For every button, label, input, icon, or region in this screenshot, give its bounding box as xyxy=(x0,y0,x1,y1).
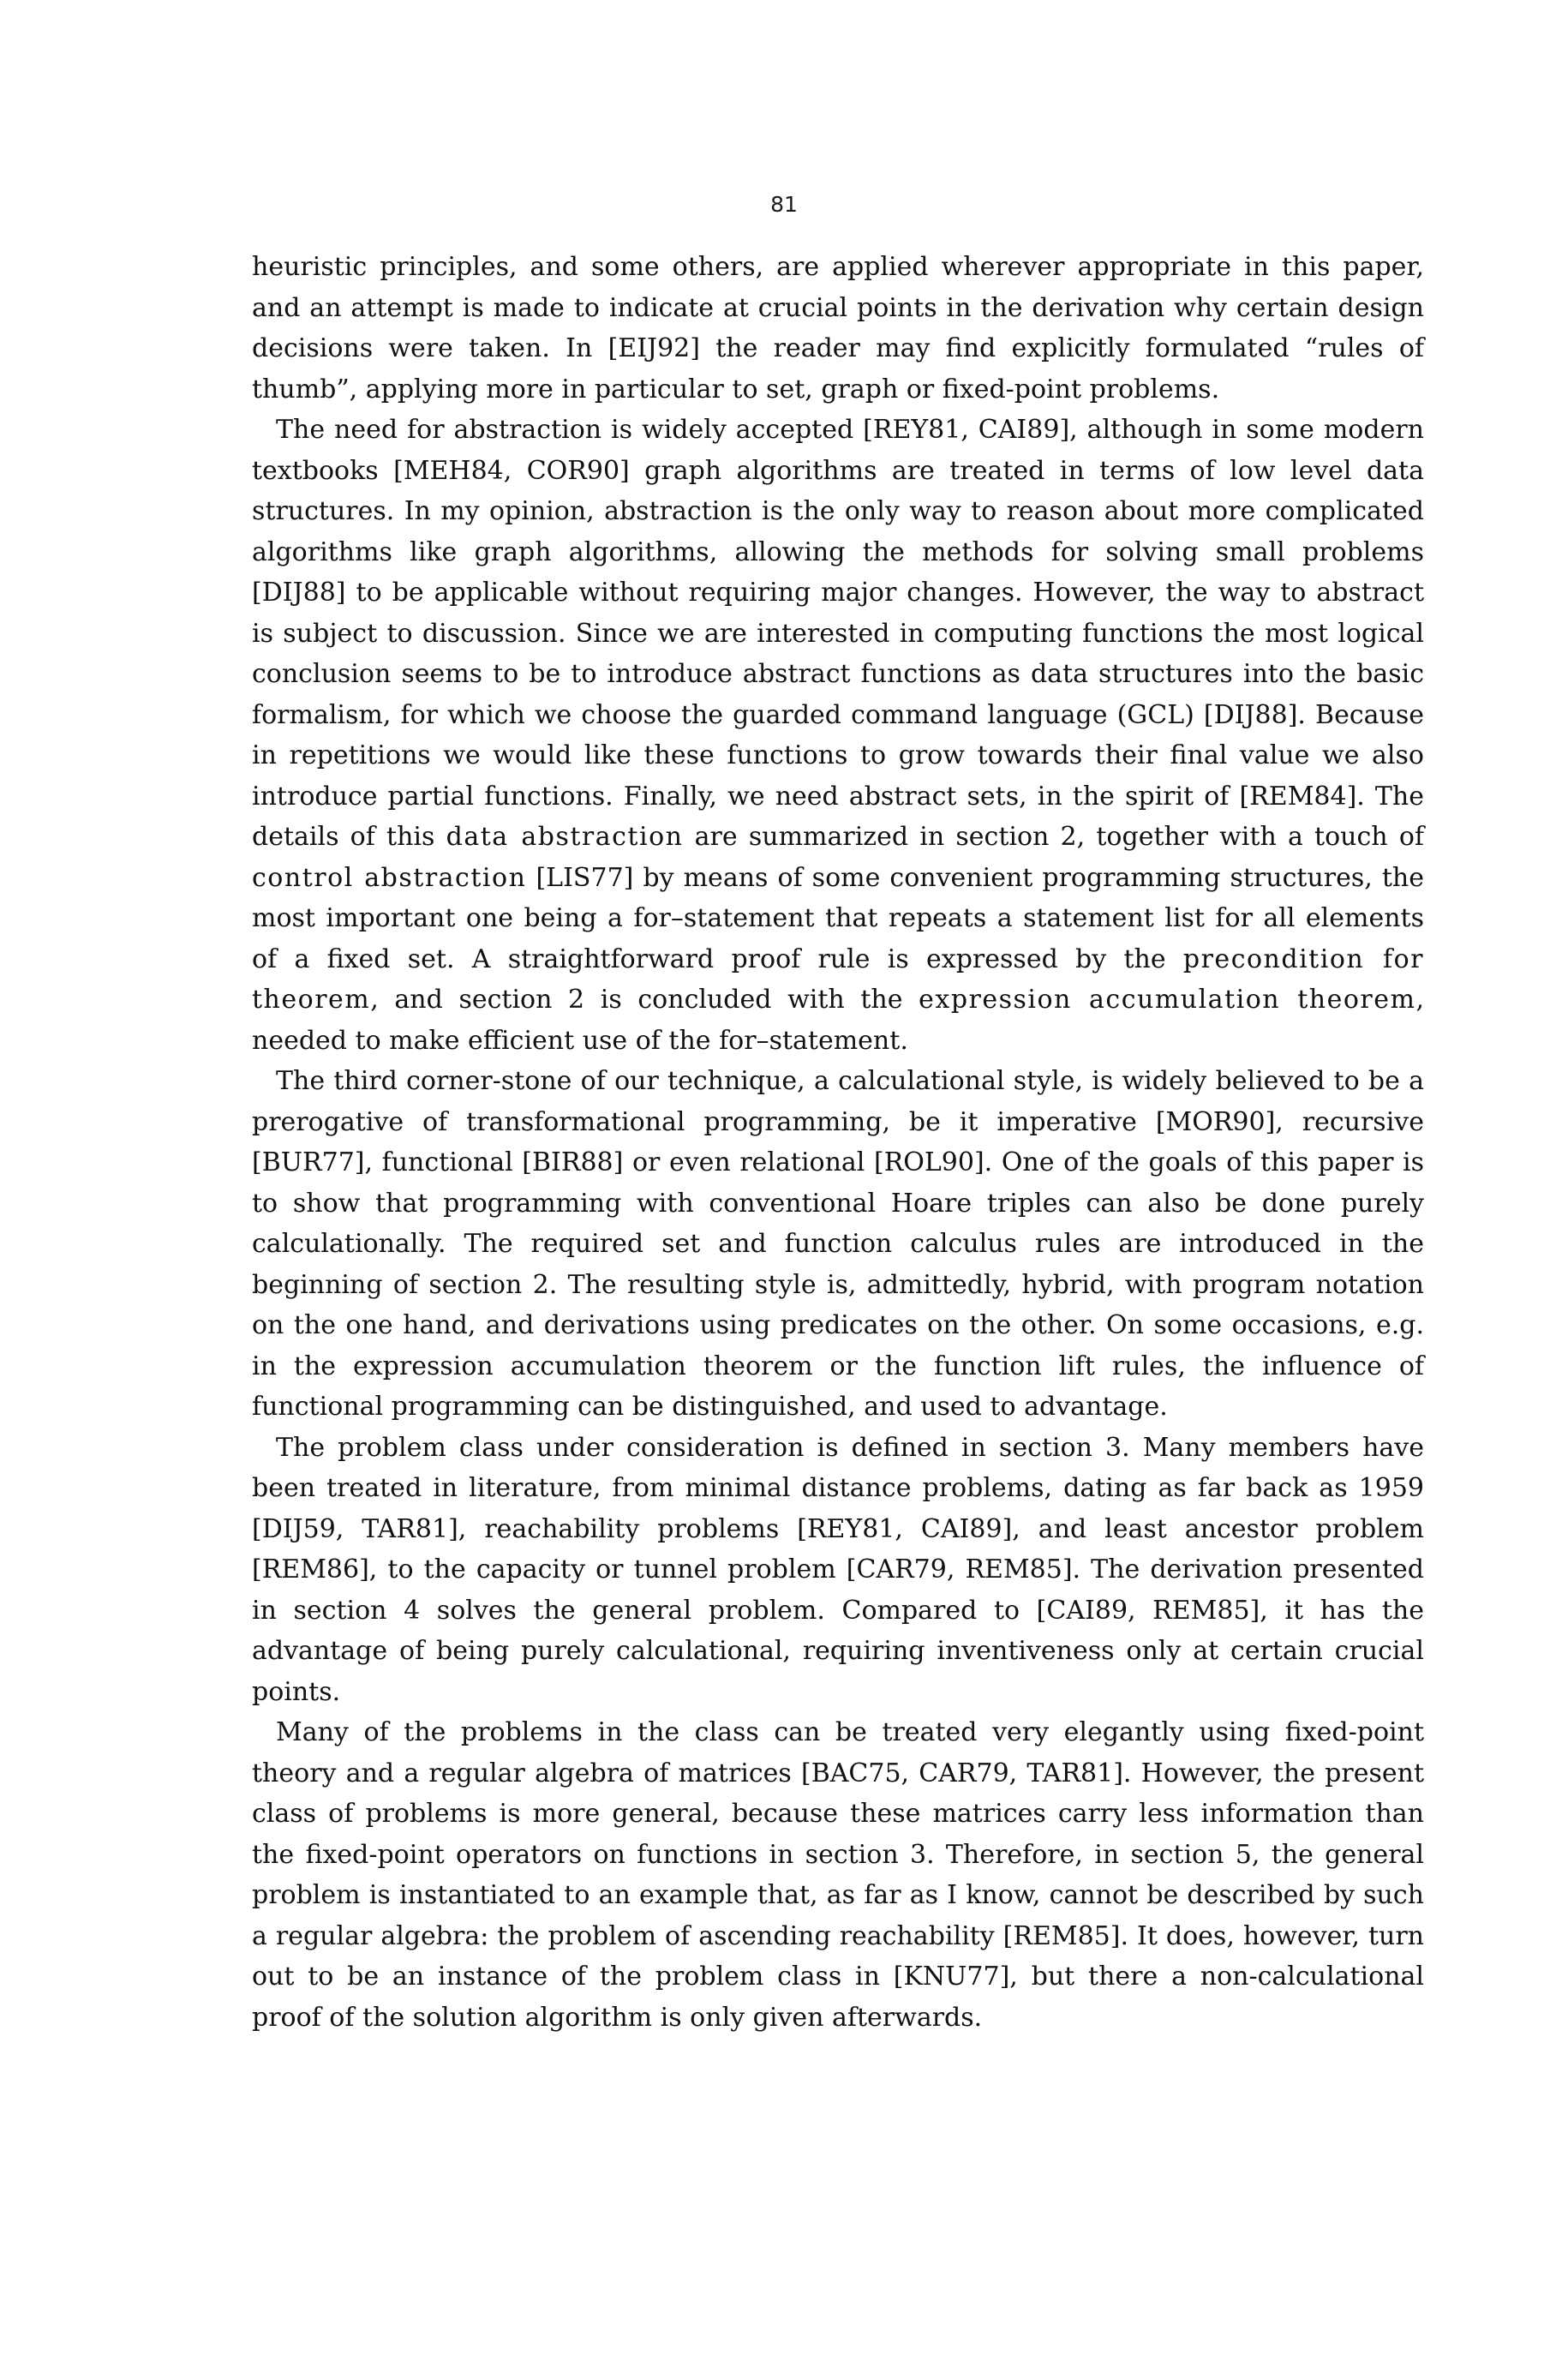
paragraph-2-text: The need for abstraction is widely accepted [REY81, CAI89], although in some modern textbooks [MEH84, COR90] graph algorithms are treated in terms of low level data structures. In my opinion, abstraction is the only way to reason about more complicated algorithms like graph algorithms, allowing the methods for solving small problems [DIJ88] to be applicable without requiring major changes. However, the way to abstract is subject to discussion. Since we are interested in computing functions the most logical conclusion seems to be to introduce abstract functions as data structures into the basic formalism, for which we choose the guarded command language (GCL) [DIJ88]. Because in repetitions we would like these functions to grow towards their final value we also introduce partial functions. Finally, we need abstract sets, in the spirit of [REM84]. The details of this xyxy=(252,415,1424,852)
paragraph-4: The problem class under consideration is defined in section 3. Many members have been treated in literature, from minimal distance problems, dating as far back as 1959 [DIJ59, TAR81], reachability problems [REY81, CAI89], and least ancestor problem [REM86], to the capacity or tunnel problem [CAR79, REM85]. The derivation presented in section 4 solves the general problem. Compared to [CAI89, REM85], it has the advantage of being purely calculational, requiring inventiveness only at certain crucial points. xyxy=(252,1432,1424,1707)
paragraph-2-mid-1: are summarized in section 2, together with a touch of xyxy=(694,822,1424,852)
term-precondition-for-theorem: precondition for theorem xyxy=(252,943,1424,1015)
paragraph-5: Many of the problems in the class can be treated very elegantly using fixed-point theory and a regular algebra of matrices [BAC75, CAR79, TAR81]. However, the present class of problems is more general, because these matrices carry less information than the fixed-point operators on functions in section 3. Therefore, in section 5, the general problem is instantiated to an example that, as far as I know, cannot be described by such a regular algebra: the problem of ascending reachability [REM85]. It does, however, turn out to be an instance of the problem class in [KNU77], but there a non-calculational proof of the solution algorithm is only given afterwards. xyxy=(252,1717,1424,2033)
paragraph-2 xyxy=(252,410,1424,1061)
body-text xyxy=(252,247,1424,2038)
paragraph-2-mid-2: [LIS77] by means of some convenient programming structures, the most important one being a for–statement that repeats a statement list for all elements of a fixed set. A straightforward proof rule is expressed by the xyxy=(252,862,1424,974)
paragraph-3: The third corner-stone of our technique, a calculational style, is widely believed to be a prerogative of transformational programming, be it imperative [MOR90], recursive [BUR77], functional [BIR88] or even relational [ROL90]. One of the goals of this paper is to show that programming with conventional Hoare triples can also be done purely calculationally. The required set and function calculus rules are introduced in the beginning of section 2. The resulting style is, admittedly, hybrid, with program notation on the one hand, and derivations using predicates on the other. On some occasions, e.g. in the expression accumulation theorem or the function lift rules, the influence of functional programming can be distinguished, and used to advantage. xyxy=(252,1066,1424,1422)
paragraph-2-end: , needed to make efficient use of the for–statement. xyxy=(252,985,1425,1056)
term-data-abstraction: data abstraction xyxy=(446,822,684,852)
paragraph-1: heuristic principles, and some others, are applied wherever appropriate in this paper, and an attempt is made to indicate at crucial points in the derivation why certain design decisions were taken. In [EIJ92] the reader may find explicitly formulated “rules of thumb”, applying more in particular to set, graph or fixed-point problems. xyxy=(252,252,1424,404)
page-number: 81 xyxy=(770,192,798,217)
term-expression-accumulation-theorem: expression accumulation theorem xyxy=(919,985,1416,1015)
term-control-abstraction: control abstraction xyxy=(252,862,527,893)
paragraph-2-mid-3: , and section 2 is concluded with the xyxy=(370,985,903,1015)
